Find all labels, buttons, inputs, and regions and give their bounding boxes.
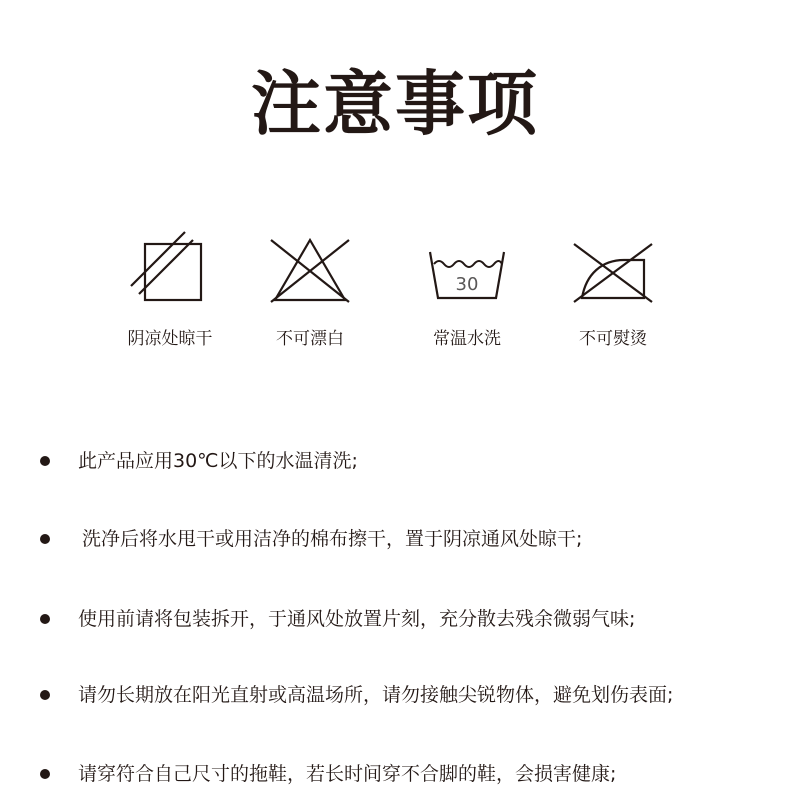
bullet-icon	[40, 614, 50, 624]
wash-temperature: 30	[455, 274, 479, 295]
list-item	[40, 606, 780, 632]
care-label-no-iron: 不可熨烫	[579, 329, 647, 349]
note-text: 请穿符合自己尺寸的拖鞋，若长时间穿不合脚的鞋，会损害健康;	[78, 763, 617, 785]
page-title: 注意事项	[251, 63, 539, 145]
list-item	[40, 526, 780, 552]
list-item	[40, 761, 780, 787]
bullet-icon	[40, 456, 50, 466]
care-label-wash: 常温水洗	[433, 329, 501, 349]
note-text: 使用前请将包装拆开，于通风处放置片刻，充分散去残余微弱气味;	[78, 608, 636, 630]
bullet-icon	[40, 690, 50, 700]
list-item	[40, 448, 780, 474]
care-label-dry-in-shade: 阴凉处晾干	[127, 329, 213, 349]
note-text: 此产品应用30℃以下的水温清洗;	[78, 450, 358, 472]
care-label-no-bleach: 不可漂白	[276, 329, 344, 349]
list-item	[40, 682, 780, 708]
bullet-icon	[40, 769, 50, 779]
bullet-icon	[40, 534, 50, 544]
note-text: 请勿长期放在阳光直射或高温场所，请勿接触尖锐物体，避免划伤表面;	[78, 684, 674, 706]
note-text: 洗净后将水甩干或用洁净的棉布擦干，置于阴凉通风处晾干;	[82, 528, 583, 550]
